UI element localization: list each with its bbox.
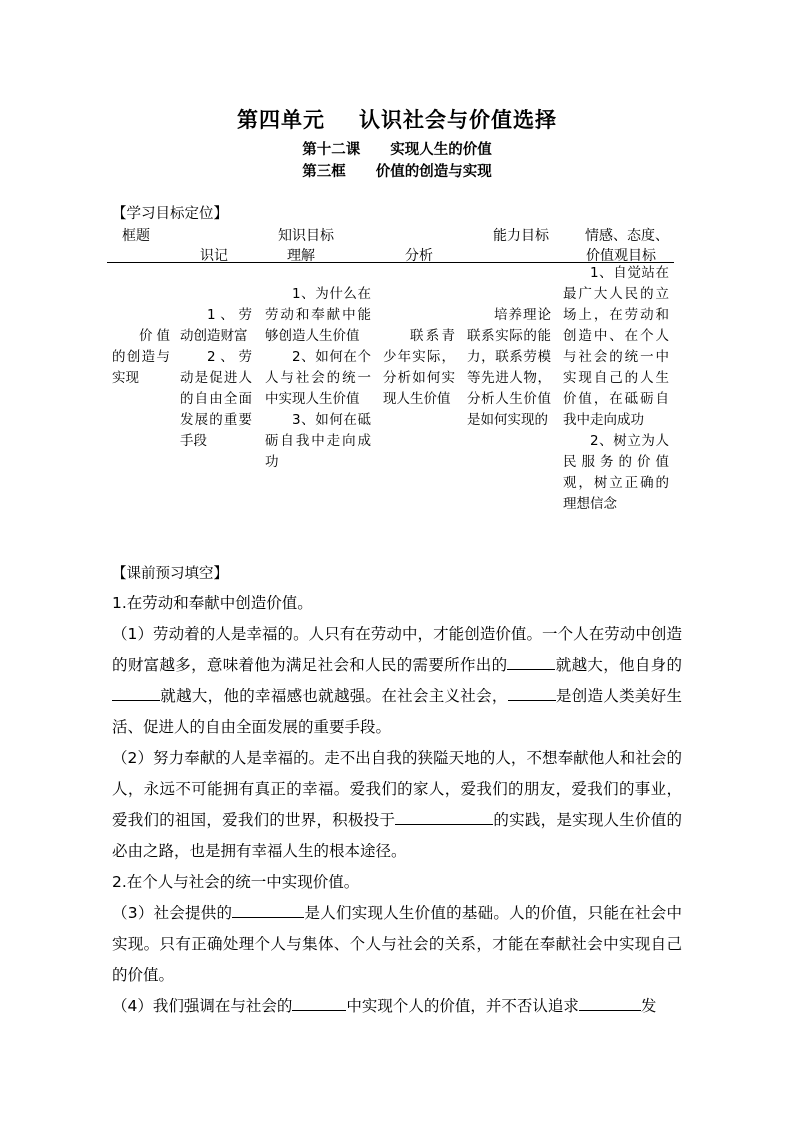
emotion-item-1: 1、自觉站在最广大人民的立场上，在劳动和创造中、在个人与社会的统一中实现自己的人生价值，在砥砺自我中走向成功 — [563, 265, 669, 428]
fill-blank-2[interactable] — [112, 699, 160, 701]
understand-item-1: 1、为什么在劳动和奉献中能够创造人生价值 — [265, 286, 371, 344]
section-1-title: 1.在劳动和奉献中创造价值。 — [112, 594, 313, 612]
p1-text-a: （1）劳动着的人是幸福的。人只有在劳动中，才能创造价值。一个人在劳动中创造的财富越多，意味着他为满足社会和人民的需要所作出的 — [112, 625, 682, 674]
row-frame-text: 价值的创造与实现 — [112, 328, 170, 386]
p1-text-c: 就越大，他的幸福感也就越强。在社会主义社会， — [160, 687, 508, 705]
lesson-title — [0, 138, 794, 159]
frame-title — [0, 160, 794, 181]
col-ability-header: 能力目标 — [493, 228, 549, 244]
unit-title — [0, 104, 794, 134]
sub-remember-header: 识记 — [200, 248, 228, 264]
p3-text-a: （3）社会提供的 — [112, 904, 233, 922]
col-emotion-header-line2: 价值观目标 — [586, 248, 656, 264]
understand-cell — [265, 284, 371, 473]
lesson-number: 第十二课 — [302, 142, 361, 158]
remember-item-1: 1、劳动创造财富 — [180, 307, 252, 344]
frame-number: 第三框 — [302, 164, 346, 180]
frame-name: 价值的创造与实现 — [375, 164, 492, 180]
col-frame-header: 框题 — [122, 228, 150, 244]
analyze-text: 联系青少年实际，分析如何实现人生价值 — [383, 328, 455, 407]
objectives-heading: 【学习目标定位】 — [112, 206, 228, 222]
paragraph-4 — [112, 991, 682, 1022]
paragraph-2 — [112, 743, 682, 867]
p4-text-a: （4）我们强调在与社会的 — [112, 997, 293, 1015]
row-frame-cell — [112, 326, 170, 389]
paragraph-3 — [112, 898, 682, 991]
col-knowledge-header: 知识目标 — [278, 228, 334, 244]
fill-blank-3[interactable] — [508, 699, 556, 701]
p4-text-b: 中实现个人的价值，并不否认追求 — [346, 997, 579, 1015]
p2-text-a: （2）努力奉献的人是幸福的。走不出自我的狭隘天地的人，不想奉献他人和社会的人，永远不可能拥有真正的幸福。爱我们的家人，爱我们的朋友，爱我们的事业，爱我们的祖国，爱我们的世界，积极投于 — [112, 749, 682, 829]
remember-cell — [180, 305, 252, 452]
unit-topic: 认识社会与价值选择 — [359, 108, 557, 132]
fill-blank-5[interactable] — [232, 916, 304, 918]
fill-blank-4[interactable] — [395, 823, 493, 825]
p4-text-c: 发 — [640, 997, 657, 1015]
lesson-name: 实现人生的价值 — [390, 142, 492, 158]
ability-text: 培养理论联系实际的能力，联系劳模等先进人物，分析人生价值是如何实现的 — [467, 307, 551, 428]
remember-item-2: 2、劳动是促进人的自由全面发展的重要手段 — [180, 349, 252, 449]
understand-item-2: 2、如何在个人与社会的统一中实现人生价值 — [265, 349, 371, 407]
preview-heading: 【课前预习填空】 — [112, 566, 228, 582]
sub-analyze-header: 分析 — [405, 248, 433, 264]
p1-text-b: 就越大，他自身的 — [555, 656, 682, 674]
paragraph-1 — [112, 619, 682, 743]
emotion-item-2: 2、树立为人民服务的价值观，树立正确的理想信念 — [563, 433, 669, 512]
p1-text-d: 是创造人类美好生活、促进人的自由全面发展的重要手段。 — [112, 687, 682, 736]
fill-blank-6[interactable] — [292, 1009, 346, 1011]
sub-understand-header: 理解 — [287, 248, 315, 264]
unit-number: 第四单元 — [237, 108, 325, 132]
p3-text-b: 是人们实现人生价值的基础。人的价值，只能在社会中实现。只有正确处理个人与集体、个人与社会的关系，才能在奉献社会中实现自己的价值。 — [112, 904, 682, 984]
fill-blank-7[interactable] — [579, 1009, 641, 1011]
fill-blank-1[interactable] — [507, 668, 555, 670]
ability-cell — [467, 305, 551, 431]
emotion-cell — [563, 263, 669, 515]
preview-body — [112, 588, 682, 1022]
col-emotion-header-line1: 情感、态度、 — [585, 228, 669, 244]
understand-item-3: 3、如何在砥砺自我中走向成功 — [265, 412, 371, 470]
section-2-title: 2.在个人与社会的统一中实现价值。 — [112, 873, 360, 891]
analyze-cell — [383, 326, 455, 410]
p2-text-b: 的实践，是实现人生价值的必由之路，也是拥有幸福人生的根本途径。 — [112, 811, 682, 860]
